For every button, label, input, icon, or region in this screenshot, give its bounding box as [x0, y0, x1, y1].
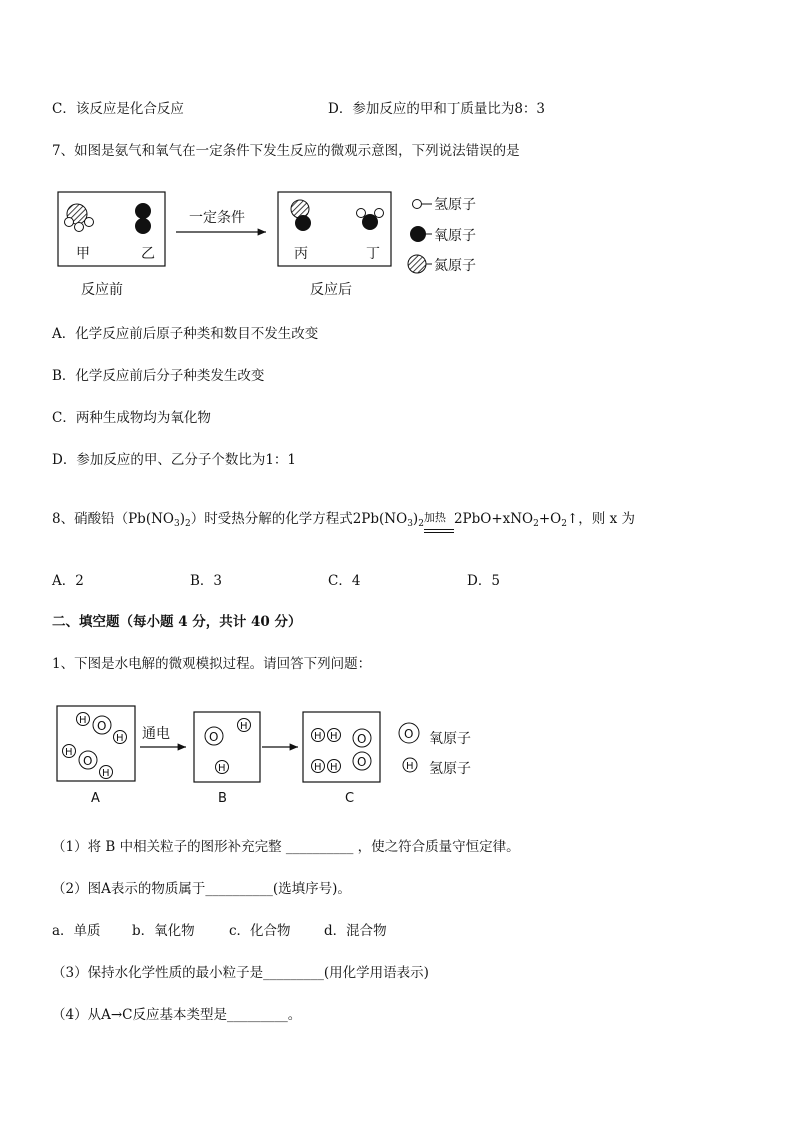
q8-eq-right-2: +O	[538, 511, 562, 527]
f1-q1: （1）将 B 中相关粒子的图形补充完整 __________ ，使之符合质量守恒定律。	[52, 839, 520, 855]
legend-nitrogen: 氮原子	[434, 258, 476, 274]
q8-stem-suffix: ↑，则 x 为	[566, 511, 635, 527]
condition-electrolysis: 通电	[142, 726, 170, 742]
section2-title: 二、填空题（每小题 4 分，共计 40 分）	[52, 614, 302, 630]
f1-choice-c: c．化合物	[229, 923, 291, 939]
q8-sub2-d: 2	[561, 519, 567, 529]
f1-q4: （4）从A→C反应基本类型是_________。	[52, 1007, 302, 1023]
legend-oxygen-atom: 氧原子	[429, 731, 471, 747]
svg-text:H: H	[406, 761, 414, 772]
svg-text:O: O	[83, 754, 93, 768]
q7-option-d: D．参加反应的甲、乙分子个数比为1：1	[52, 452, 297, 468]
q7-option-c: C．两种生成物均为氧化物	[52, 410, 211, 426]
box-c-atoms	[312, 729, 372, 774]
svg-text:H: H	[330, 731, 338, 742]
q8-option-a: A．2	[52, 573, 84, 589]
legend-hydrogen: 氢原子	[434, 197, 476, 213]
svg-text:O: O	[97, 719, 107, 733]
svg-text:H: H	[79, 715, 87, 726]
label-ding: 丁	[366, 246, 380, 262]
f1-q2: （2）图A表示的物质属于__________(选填序号)。	[52, 881, 351, 897]
label-bing: 丙	[294, 246, 308, 262]
legend-hydrogen-atom: 氢原子	[429, 761, 471, 777]
label-box-b: B	[218, 791, 227, 806]
label-jia: 甲	[76, 246, 90, 262]
q8-eq-right-1: 2PbO+xNO	[453, 511, 534, 527]
condition-label: 一定条件	[189, 210, 245, 226]
svg-text:H: H	[65, 747, 73, 758]
water-molecule-icon-1	[77, 713, 127, 745]
svg-text:H: H	[314, 762, 322, 773]
q8-option-c: C．4	[328, 573, 361, 589]
svg-text:H: H	[314, 731, 322, 742]
q7-option-a: A．化学反应前后原子种类和数目不发生改变	[52, 326, 319, 342]
q6-option-d: D．参加反应的甲和丁质量比为8：3	[328, 101, 546, 117]
caption-before: 反应前	[81, 282, 123, 298]
q8-option-b: B．3	[190, 573, 223, 589]
caption-after: 反应后	[310, 282, 352, 298]
svg-text:O: O	[357, 732, 367, 746]
q6-option-c: C．该反应是化合反应	[52, 101, 184, 117]
q8-stem-mid: ）时受热分解的化学方程式2Pb(NO	[190, 511, 408, 527]
f1-legend	[399, 723, 471, 777]
svg-text:H: H	[102, 768, 110, 779]
q8-paren-2: )	[412, 511, 419, 527]
q8-sub2-b: 2	[418, 519, 424, 529]
q8-sub2-c: 2	[533, 519, 539, 529]
q7-stem: 7、如图是氨气和氧气在一定条件下发生反应的微观示意图，下列说法错误的是	[52, 143, 520, 159]
q8-option-d: D．5	[467, 573, 500, 589]
f1-choice-d: d．混合物	[324, 923, 387, 939]
label-box-a: A	[91, 791, 100, 806]
label-box-c: C	[345, 791, 355, 806]
svg-text:O: O	[209, 730, 219, 744]
f1-choice-b: b．氧化物	[132, 923, 195, 939]
svg-text:H: H	[240, 721, 248, 732]
q8-heat-label: 加热	[423, 511, 446, 524]
legend-oxygen: 氧原子	[434, 228, 476, 244]
q8-sub2-a: 2	[184, 519, 191, 529]
q8-sub3-b: 3	[407, 519, 413, 529]
svg-text:O: O	[404, 727, 414, 741]
f1-choice-a: a．单质	[52, 923, 101, 939]
f1-q3: （3）保持水化学性质的最小粒子是_________(用化学用语表示)	[52, 965, 429, 981]
q8-paren: )	[179, 511, 185, 527]
f1-stem: 1、下图是水电解的微观模拟过程。请回答下列问题：	[52, 656, 372, 672]
label-yi: 乙	[141, 246, 155, 262]
q7-option-b: B．化学反应前后分子种类发生改变	[52, 368, 265, 384]
svg-text:O: O	[357, 755, 367, 769]
water-molecule-icon-2	[63, 745, 113, 780]
q8-stem-prefix: 8、硝酸铅（Pb(NO	[52, 511, 174, 527]
box-b-atoms	[205, 719, 251, 775]
svg-text:H: H	[330, 762, 338, 773]
svg-text:H: H	[116, 733, 124, 744]
svg-text:H: H	[218, 763, 226, 774]
q8-sub3-a: 3	[173, 519, 180, 529]
